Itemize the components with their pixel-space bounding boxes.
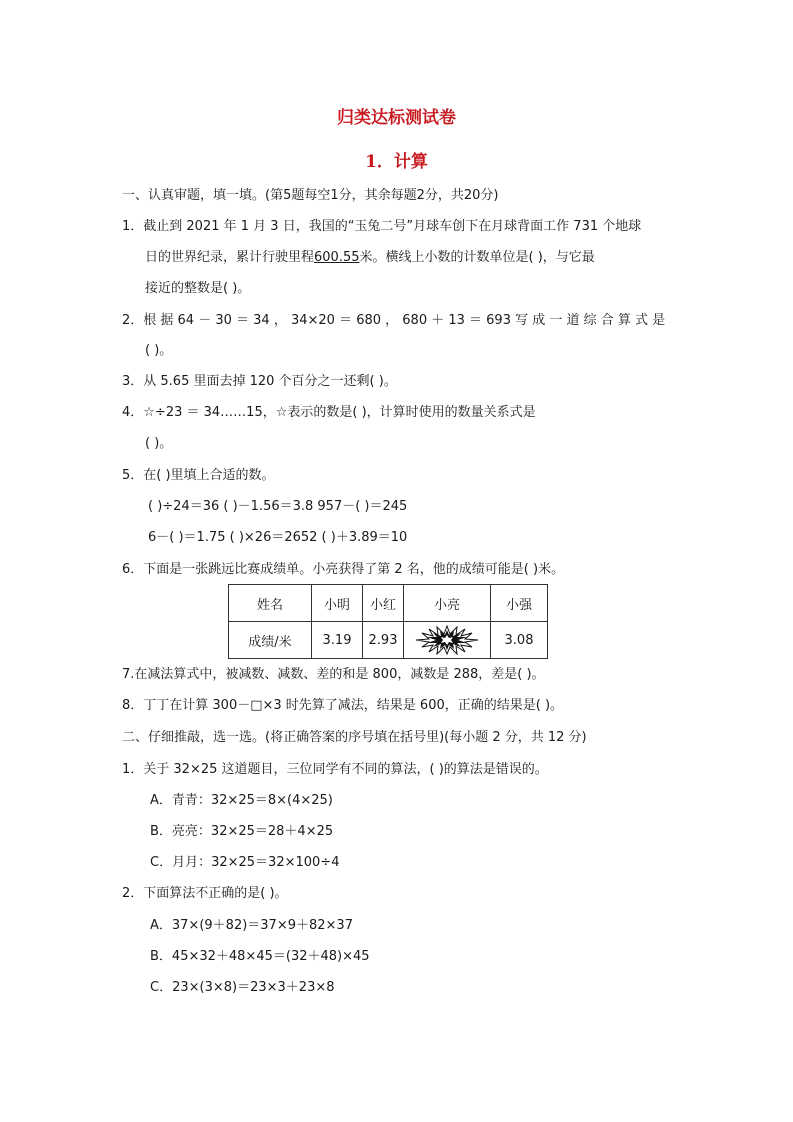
table-header-name: 姓名 [229,585,312,622]
s2-q2-option-a: A．37×(9＋82)＝37×9＋82×37 [150,918,353,933]
table-header-xiaoliang: 小亮 [404,585,491,622]
table-header-xiaohong: 小红 [363,585,404,622]
q4-line2: ( )。 [145,436,173,451]
q1-line3: 接近的整数是( )。 [145,281,251,296]
score-table [228,584,548,659]
page-title: 归类达标测试卷 [337,108,456,128]
table-header-xiaoming: 小明 [312,585,363,622]
s2-q2-option-c: C．23×(3×8)＝23×3＋23×8 [150,980,335,995]
s2-q2-option-b: B．45×32＋48×45＝(32＋48)×45 [150,949,370,964]
q2-line2: ( )。 [145,343,173,358]
q3: 3．从 5.65 里面去掉 120 个百分之一还剩( )。 [122,374,397,389]
q5-row2: 6－( )＝1.75 ( )×26＝2652 ( )＋3.89＝10 [148,530,408,545]
q5-row1: ( )÷24＝36 ( )－1.56＝3.8 957－( )＝245 [148,499,408,514]
q8: 8．丁丁在计算 300－□×3 时先算了减法，结果是 600，正确的结果是( )。 [122,698,564,713]
table-cell-xiaoliang [404,622,491,659]
page-subtitle: 1．计算 [365,152,428,172]
starburst-icon [415,625,479,655]
table-cell-xiaohong: 2.93 [363,622,404,659]
s2-q2-stem: 2．下面算法不正确的是( )。 [122,886,288,901]
section2-heading: 二、仔细推敲，选一选。(将正确答案的序号填在括号里)(每小题 2 分，共 12 分) [122,730,587,745]
q1-line2-part-a: 日的世界纪录，累计行驶里程 [145,250,315,265]
s2-q1-option-b: B．亮亮：32×25＝28＋4×25 [150,824,334,839]
table-cell-xiaoming: 3.19 [312,622,363,659]
q2-line1: 2．根 据 64 － 30 ＝ 34 ， 34×20 ＝ 680 ， 680 ＋ 13 ＝ 693 写 成 一 道 综 合 算 式 是 [122,313,666,328]
s2-q1-option-c: C．月月：32×25＝32×100÷4 [150,855,340,870]
table-row-label: 成绩/米 [229,622,312,659]
section1-heading: 一、认真审题，填一填。(第5题每空1分，其余每题2分，共20分) [122,188,499,203]
table-row [229,622,548,659]
q1-line2-part-b: 米。横线上小数的计数单位是( )，与它最 [359,250,595,265]
q4-line1: 4．☆÷23 ＝ 34……15，☆表示的数是( )，计算时使用的数量关系式是 [122,405,536,420]
s2-q1-option-a: A．青青：32×25＝8×(4×25) [150,793,333,808]
table-header-row [229,585,548,622]
q1-line2 [145,248,595,268]
q1-underlined-decimal: 600.55 [314,250,360,265]
s2-q1-stem: 1．关于 32×25 这道题目，三位同学有不同的算法，( )的算法是错误的。 [122,762,548,777]
table-header-xiaoqiang: 小强 [491,585,548,622]
q5-line1: 5．在( )里填上合适的数。 [122,468,275,483]
q7: 7.在减法算式中，被减数、减数、差的和是 800，减数是 288，差是( )。 [122,667,545,682]
q6: 6．下面是一张跳远比赛成绩单。小亮获得了第 2 名，他的成绩可能是( )米。 [122,562,565,577]
q1-line1: 1．截止到 2021 年 1 月 3 日，我国的“玉兔二号”月球车创下在月球背面工作 731 个地球 [122,219,642,234]
table-cell-xiaoqiang: 3.08 [491,622,548,659]
